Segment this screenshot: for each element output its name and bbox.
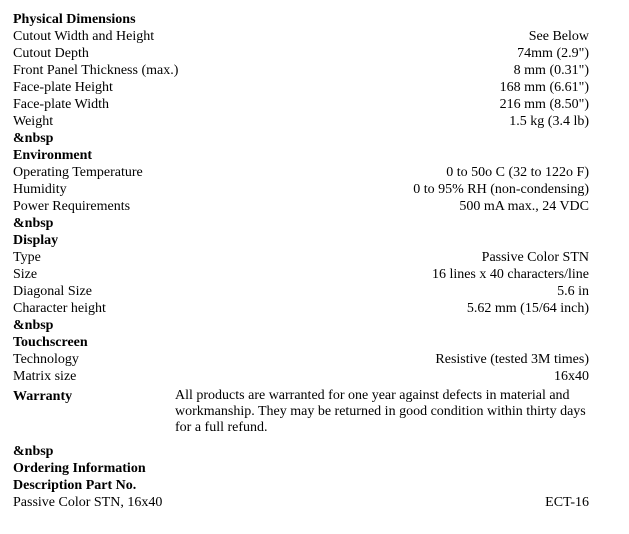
spec-value: 168 mm (6.61") [499,80,589,95]
spec-row [13,164,589,181]
spec-value: 0 to 50o C (32 to 122o F) [446,165,589,180]
section-heading-display: Display [13,233,59,248]
spec-row [13,300,589,317]
spec-row [13,351,589,368]
spec-value: 8 mm (0.31") [513,63,589,78]
spec-row [13,79,589,96]
spec-row [13,28,589,45]
spec-label: Type [13,250,41,265]
spec-label: Face-plate Height [13,80,113,95]
spec-label: Front Panel Thickness (max.) [13,63,179,78]
warranty-block [13,388,589,436]
spec-row [13,266,589,283]
spec-label: Technology [13,352,79,367]
spec-row [13,181,589,198]
spec-row [13,283,589,300]
spec-label: Humidity [13,182,67,197]
nbsp-spacer: &nbsp [13,131,54,146]
spec-row [13,368,589,385]
spec-row [13,494,589,511]
spec-label: Weight [13,114,54,129]
spec-row [13,113,589,130]
spec-label: Power Requirements [13,199,131,214]
ordering-column-header: Description Part No. [13,478,137,493]
spec-label: Character height [13,301,106,316]
spec-row [13,96,589,113]
spec-value: 500 mA max., 24 VDC [459,199,589,214]
nbsp-spacer: &nbsp [13,216,54,231]
spec-value: See Below [528,29,589,44]
spec-value: 16 lines x 40 characters/line [431,267,589,282]
spec-value: Resistive (tested 3M times) [435,352,589,367]
spec-row [13,198,589,215]
spec-label: Diagonal Size [13,284,92,299]
spec-label: Size [13,267,38,282]
spec-label: Matrix size [13,369,77,384]
spec-sheet [13,11,589,511]
spec-value: Passive Color STN [481,250,589,265]
spec-value: 5.62 mm (15/64 inch) [466,301,589,316]
nbsp-spacer: &nbsp [13,444,54,459]
spec-label: Face-plate Width [13,97,109,112]
section-heading-touchscreen: Touchscreen [13,335,88,350]
section-heading-physical: Physical Dimensions [13,12,136,27]
section-heading-environment: Environment [13,148,93,163]
spec-row [13,45,589,62]
order-part-number: ECT-16 [545,495,589,510]
spec-label: Operating Temperature [13,165,143,180]
spec-label: Cutout Depth [13,46,89,61]
spec-label: Cutout Width and Height [13,29,155,44]
spec-value: 16x40 [554,369,589,384]
order-description: Passive Color STN, 16x40 [13,495,163,510]
spec-value: 0 to 95% RH (non-condensing) [413,182,589,197]
spec-value: 74mm (2.9") [517,46,589,61]
spec-value: 5.6 in [557,284,589,299]
warranty-label: Warranty [13,389,73,404]
warranty-text: All products are warranted for one year against defects in material and workmanship. They may be returned in good condition within thirty days for a full refund. [175,388,586,435]
spec-row [13,62,589,79]
nbsp-spacer: &nbsp [13,318,54,333]
spec-row [13,249,589,266]
spec-value: 216 mm (8.50") [499,97,589,112]
spec-value: 1.5 kg (3.4 lb) [509,114,589,129]
section-heading-ordering: Ordering Information [13,461,146,476]
